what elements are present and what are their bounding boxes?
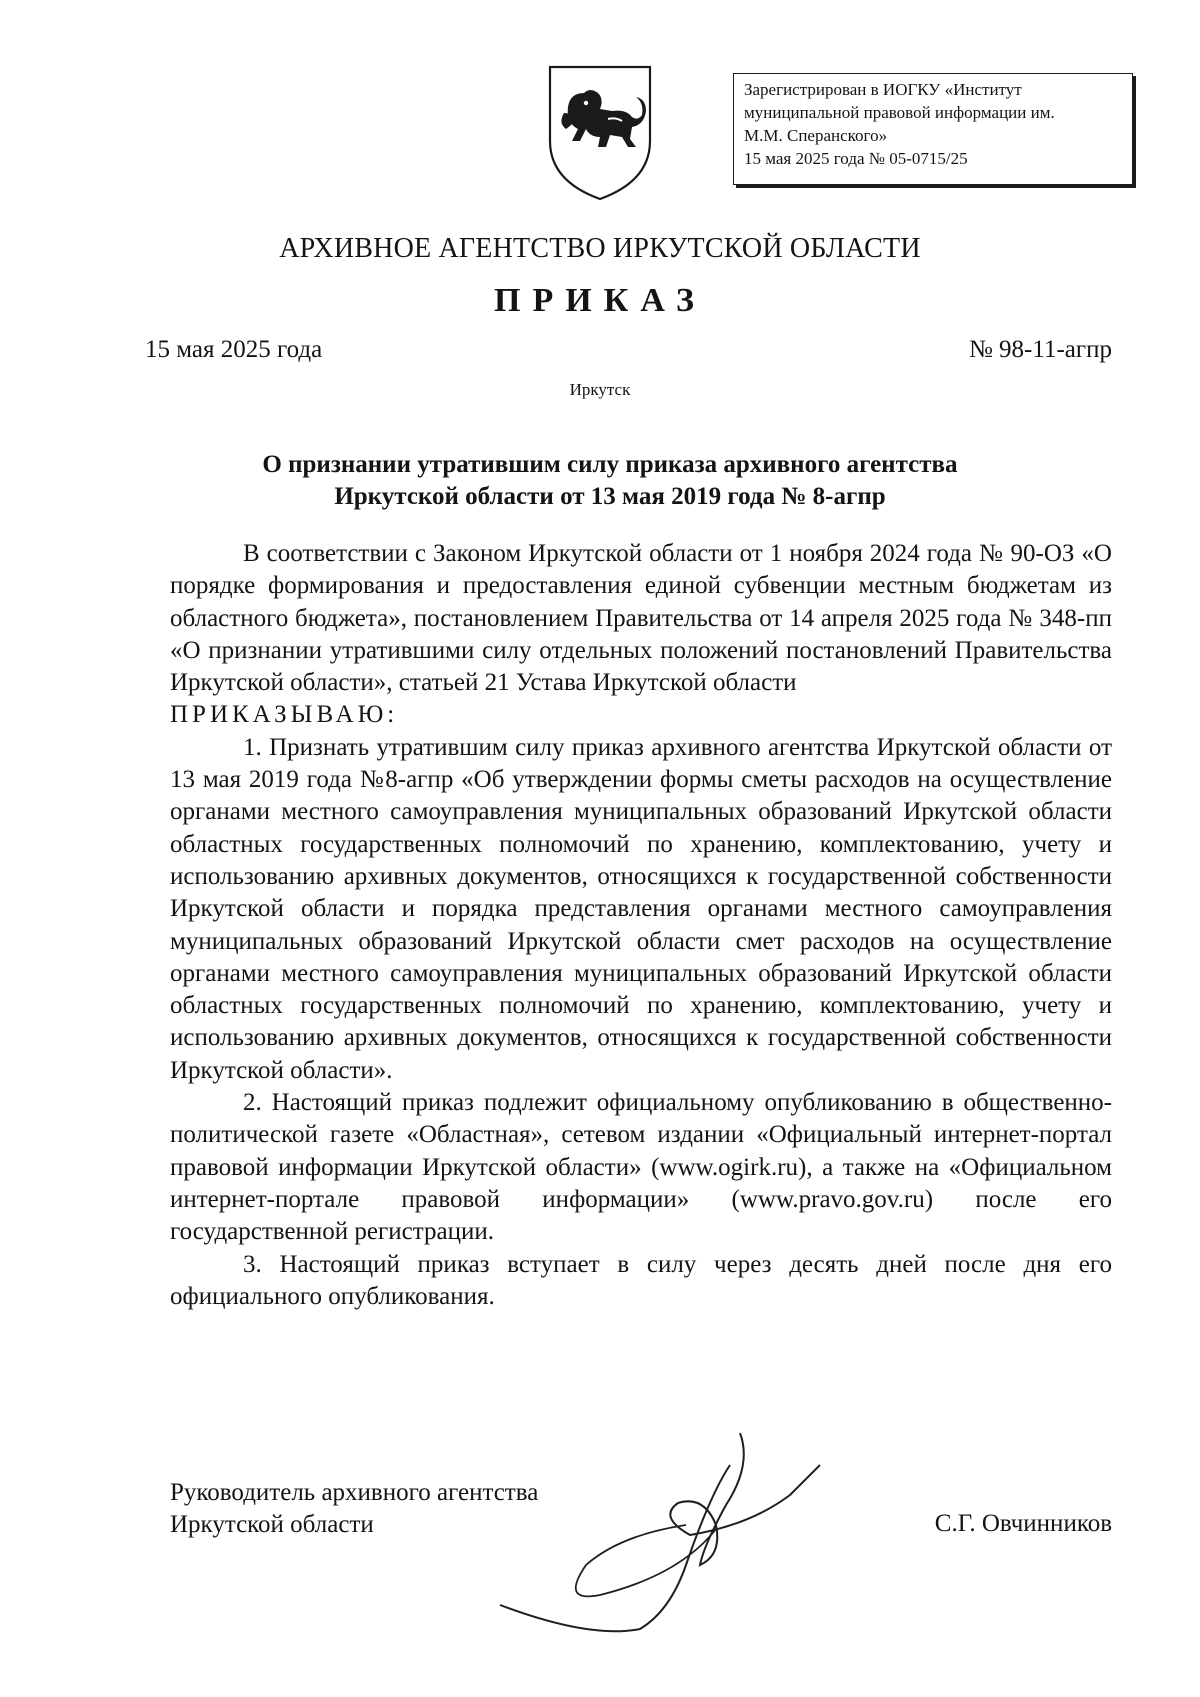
signatory-position-line: Иркутской области (170, 1511, 374, 1538)
document-title (170, 449, 1050, 513)
title-line: О признании утратившим силу приказа архивного агентства (262, 451, 958, 478)
document-city: Иркутск (569, 380, 631, 399)
registration-stamp-line: 15 мая 2025 года № 05-0715/25 (744, 149, 968, 168)
agency-name: АРХИВНОЕ АГЕНТСТВО ИРКУТСКОЙ ОБЛАСТИ (279, 233, 921, 264)
registration-stamp-line: Зарегистрирован в ИОГКУ «Институт (744, 80, 1022, 99)
signatory-position (170, 1477, 538, 1541)
document-date: 15 мая 2025 года (145, 336, 323, 363)
registration-stamp (733, 73, 1133, 185)
irkutsk-coat-of-arms-icon (546, 63, 654, 203)
document-number: № 98-11-агпр (968, 336, 1112, 363)
order-item-1: 1. Признать утратившим силу приказ архивного агентства Иркутской области от 13 мая 2019 года №8-агпр «Об утверждении формы сметы расходов на осуществление органами местного самоуправления муниципальных образований Иркутской области областных государственных полномочий по хранению, комплектованию, учету и использованию архивных документов, относящихся к государственной собственности Иркутской области и порядка представления органами местного самоуправления муниципальных образований Иркутской области смет расходов на осуществление органами местного самоуправления муниципальных образований Иркутской области областных государственных полномочий по хранению, комплектованию, учету и использованию архивных документов, относящихся к государственной собственности Иркутской области». (170, 733, 1112, 1084)
title-line: Иркутской области от 13 мая 2019 года № 8-агпр (334, 483, 886, 510)
document-type: ПРИКАЗ (494, 282, 706, 319)
order-word: ПРИКАЗЫВАЮ: (170, 701, 399, 729)
order-item-2: 2. Настоящий приказ подлежит официальному опубликованию в общественно-политической газете «Областная», сетевом издании «Официальный интернет-портал правовой информации Иркутской области» (www.ogirk.ru), а также на «Официальном интернет-портале правовой информации» (www.pravo.gov.ru) после его государственной регистрации. (170, 1089, 1112, 1246)
registration-stamp-line: М.М. Сперанского» (744, 126, 888, 145)
signatory-position-line: Руководитель архивного агентства (170, 1479, 539, 1506)
handwritten-signature (490, 1425, 930, 1645)
registration-stamp-line: муниципальной правовой информации им. (744, 103, 1055, 122)
order-item-3: 3. Настоящий приказ вступает в силу через десять дней после дня его официального опубликования. (170, 1250, 1112, 1310)
preamble-paragraph: В соответствии с Законом Иркутской области от 1 ноября 2024 года № 90-ОЗ «О порядке формирования и предоставления единой субвенции местным бюджетам из областного бюджета», постановлением Правительства от 14 апреля 2025 года № 348-пп «О признании утратившими силу отдельных положений постановлений Правительства Иркутской области», статьей 21 Устава Иркутской области (170, 540, 1112, 697)
signatory-name: С.Г. Овчинников (934, 1510, 1112, 1537)
document-body (170, 538, 1112, 1313)
